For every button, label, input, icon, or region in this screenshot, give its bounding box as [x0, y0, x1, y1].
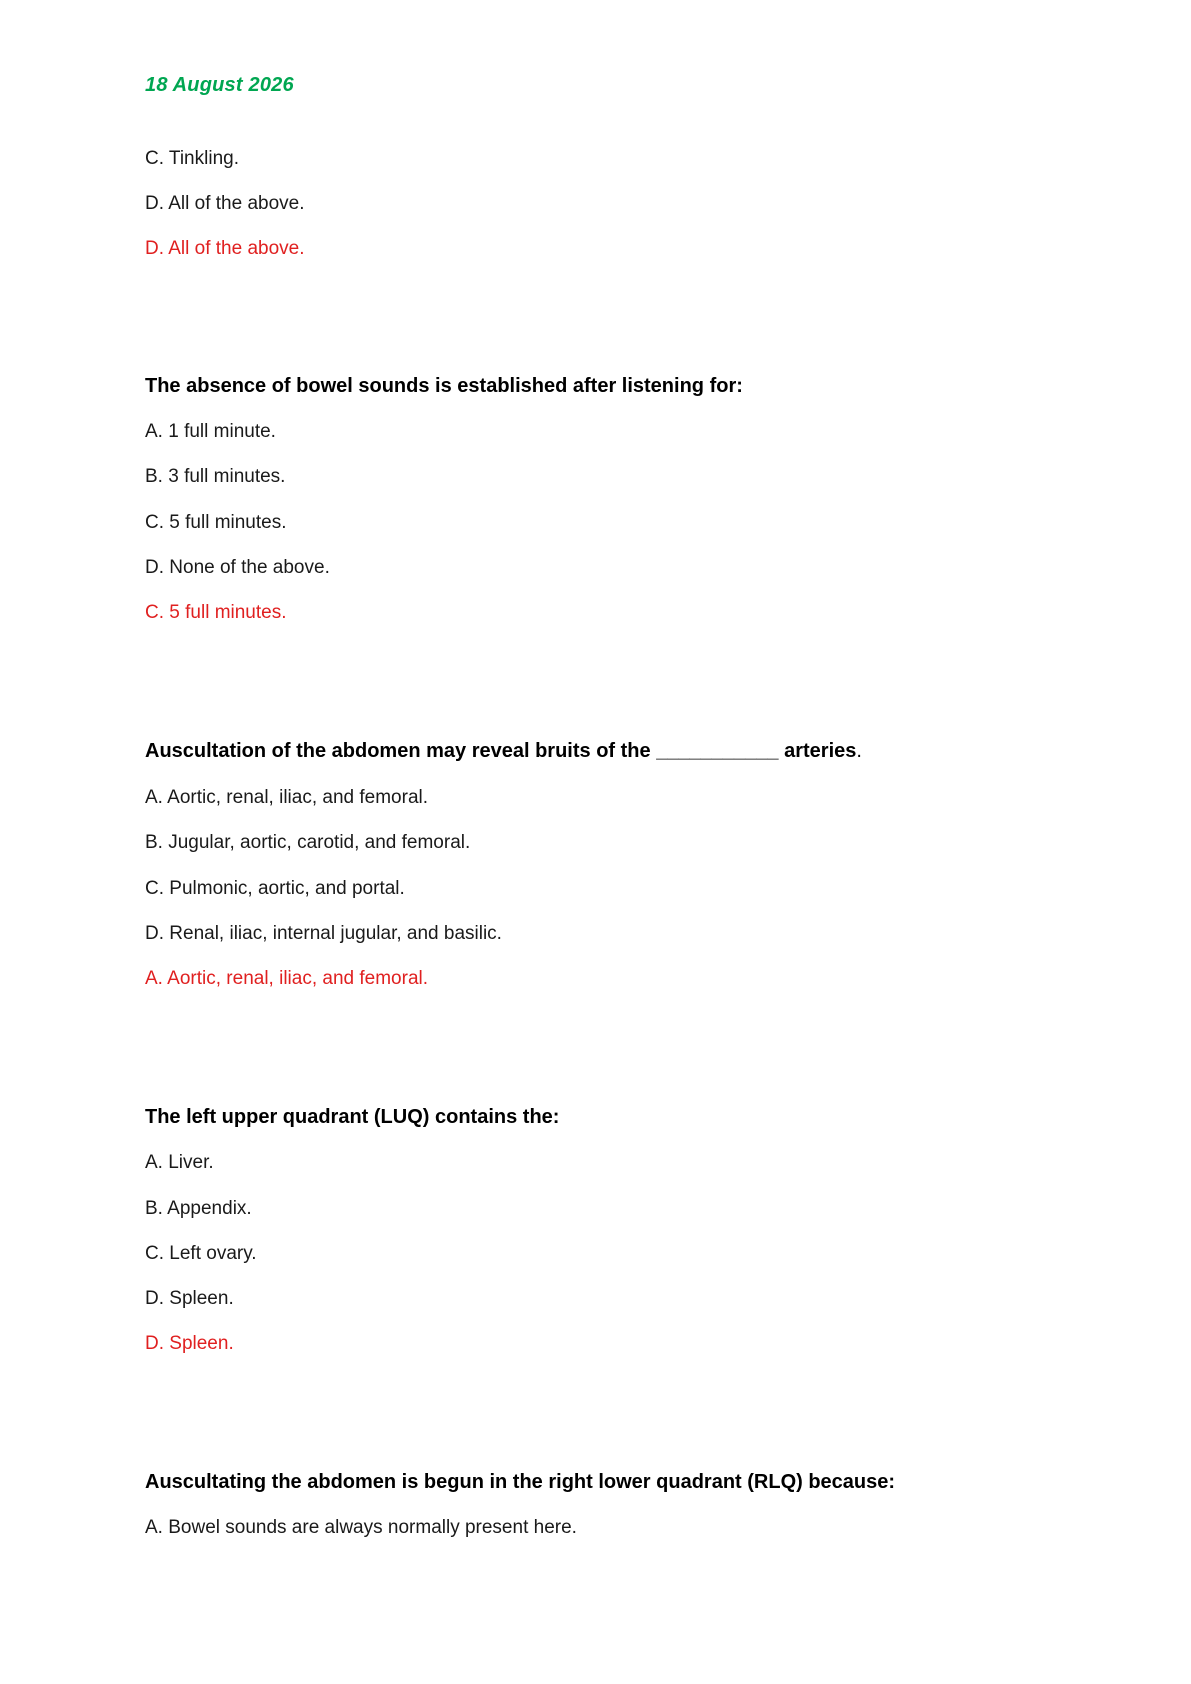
page-date: 18 August 2026 — [145, 74, 294, 96]
q1-option-d: D. None of the above. — [145, 557, 330, 578]
q3-option-d: D. Spleen. — [145, 1288, 234, 1309]
q2-answer: A. Aortic, renal, iliac, and femoral. — [145, 968, 429, 989]
q2-option-b: B. Jugular, aortic, carotid, and femoral. — [145, 832, 471, 853]
q2-option-d: D. Renal, iliac, internal jugular, and basilic. — [145, 923, 502, 944]
question-2-text: Auscultation of the abdomen may reveal bruits of the ___________ arteries — [145, 740, 857, 762]
option-d-block0: D. All of the above. — [145, 193, 305, 214]
q2-option-c: C. Pulmonic, aortic, and portal. — [145, 878, 405, 899]
q4-option-a: A. Bowel sounds are always normally present here. — [145, 1517, 577, 1538]
question-1: The absence of bowel sounds is established after listening for: — [145, 375, 743, 397]
question-2 — [145, 739, 862, 763]
question-4: Auscultating the abdomen is begun in the right lower quadrant (RLQ) because: — [145, 1471, 896, 1493]
q2-option-a: A. Aortic, renal, iliac, and femoral. — [145, 787, 429, 808]
q1-option-c: C. 5 full minutes. — [145, 512, 287, 533]
q3-option-a: A. Liver. — [145, 1152, 214, 1173]
q1-option-b: B. 3 full minutes. — [145, 466, 286, 487]
q3-option-c: C. Left ovary. — [145, 1243, 257, 1264]
question-3: The left upper quadrant (LUQ) contains the: — [145, 1106, 560, 1128]
q3-option-b: B. Appendix. — [145, 1198, 252, 1219]
q1-option-a: A. 1 full minute. — [145, 421, 276, 442]
q1-answer: C. 5 full minutes. — [145, 602, 287, 623]
q3-answer: D. Spleen. — [145, 1333, 234, 1354]
question-2-period: . — [856, 740, 862, 762]
option-c-block0: C. Tinkling. — [145, 148, 239, 169]
answer-block0: D. All of the above. — [145, 238, 305, 259]
